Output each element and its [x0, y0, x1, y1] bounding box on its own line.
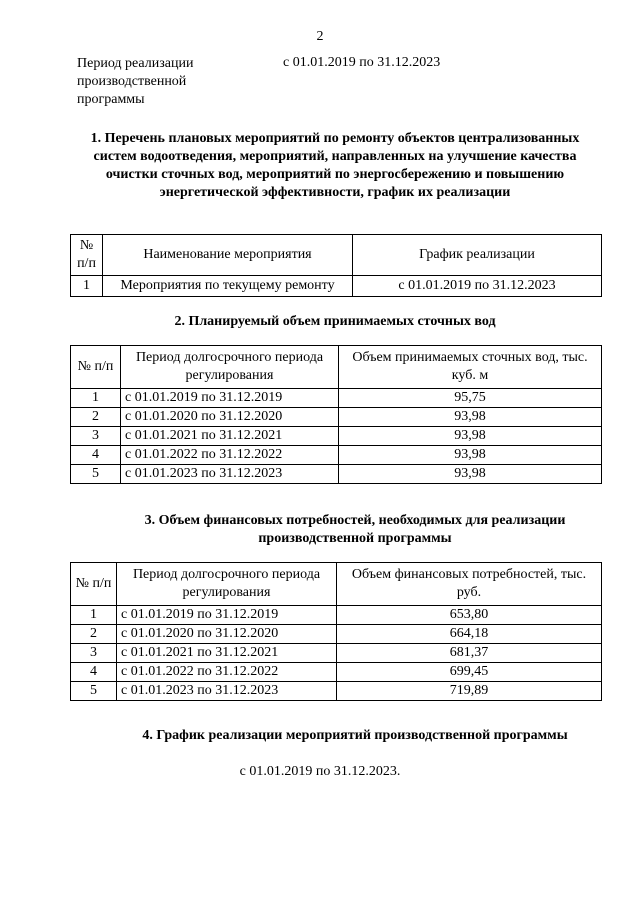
table-row [71, 408, 602, 427]
row-number: 1 [71, 389, 121, 408]
table-row [71, 276, 602, 297]
page-number: 2 [316, 29, 324, 44]
repair-measures-table [70, 234, 602, 297]
row-financial-needs: 664,18 [337, 625, 602, 644]
column-header-number: № п/п [71, 235, 103, 276]
row-volume: 93,98 [339, 427, 602, 446]
implementation-period-label: Период реализации производственной программы [77, 56, 194, 107]
row-period: с 01.01.2021 по 31.12.2021 [117, 644, 337, 663]
row-number: 3 [71, 427, 121, 446]
row-volume: 93,98 [339, 465, 602, 484]
table-header-row [71, 563, 602, 606]
table-row [71, 606, 602, 625]
measure-name: Мероприятия по текущему ремонту [103, 276, 353, 297]
row-financial-needs: 699,45 [337, 663, 602, 682]
column-header-measure-name: Наименование мероприятия [103, 235, 353, 276]
row-number: 4 [71, 446, 121, 465]
row-number: 5 [71, 465, 121, 484]
column-header-volume: Объем принимаемых сточных вод, тыс. куб. м [339, 346, 602, 389]
table-row [71, 446, 602, 465]
column-header-period: Период долгосрочного периода регулирования [121, 346, 339, 389]
column-header-period: Период долгосрочного периода регулирования [117, 563, 337, 606]
row-period: с 01.01.2020 по 31.12.2020 [117, 625, 337, 644]
table-row [71, 682, 602, 701]
table-row [71, 389, 602, 408]
row-volume: 93,98 [339, 446, 602, 465]
table-row [71, 625, 602, 644]
row-financial-needs: 719,89 [337, 682, 602, 701]
table-row [71, 663, 602, 682]
row-period: с 01.01.2022 по 31.12.2022 [121, 446, 339, 465]
section-1-title: 1. Перечень плановых мероприятий по ремонту объектов централизованных систем водоотведения, мероприятий, направленных на улучшение качества очистки сточных вод, мероприятий по энергосбережению и повышению энергетической эффективности, график их реализации [90, 131, 580, 200]
column-header-financial-needs: Объем финансовых потребностей, тыс. руб. [337, 563, 602, 606]
table-header-row [71, 346, 602, 389]
row-period: с 01.01.2023 по 31.12.2023 [117, 682, 337, 701]
table-row [71, 465, 602, 484]
row-number: 4 [71, 663, 117, 682]
row-number: 1 [71, 606, 117, 625]
section-4-title: 4. График реализации мероприятий производственной программы [142, 728, 568, 743]
row-number: 2 [71, 625, 117, 644]
implementation-period-value: с 01.01.2019 по 31.12.2023 [283, 55, 441, 70]
row-period: с 01.01.2022 по 31.12.2022 [117, 663, 337, 682]
row-period: с 01.01.2021 по 31.12.2021 [121, 427, 339, 446]
row-period: с 01.01.2023 по 31.12.2023 [121, 465, 339, 484]
row-volume: 93,98 [339, 408, 602, 427]
section-3-title: 3. Объем финансовых потребностей, необходимых для реализации производственной программы [144, 513, 566, 546]
table-header-row [71, 235, 602, 276]
section-2-title: 2. Планируемый объем принимаемых сточных вод [174, 314, 496, 329]
row-number: 1 [71, 276, 103, 297]
financial-needs-table [70, 562, 602, 701]
column-header-number: № п/п [71, 346, 121, 389]
row-period: с 01.01.2019 по 31.12.2019 [121, 389, 339, 408]
row-number: 5 [71, 682, 117, 701]
row-period: с 01.01.2019 по 31.12.2019 [117, 606, 337, 625]
wastewater-volume-table [70, 345, 602, 484]
table-row [71, 427, 602, 446]
section-4-period: с 01.01.2019 по 31.12.2023. [239, 764, 401, 779]
row-volume: 95,75 [339, 389, 602, 408]
table-row [71, 644, 602, 663]
row-number: 3 [71, 644, 117, 663]
row-financial-needs: 681,37 [337, 644, 602, 663]
column-header-number: № п/п [71, 563, 117, 606]
row-period: с 01.01.2020 по 31.12.2020 [121, 408, 339, 427]
row-number: 2 [71, 408, 121, 427]
row-financial-needs: 653,80 [337, 606, 602, 625]
measure-schedule: с 01.01.2019 по 31.12.2023 [353, 276, 602, 297]
column-header-schedule: График реализации [353, 235, 602, 276]
